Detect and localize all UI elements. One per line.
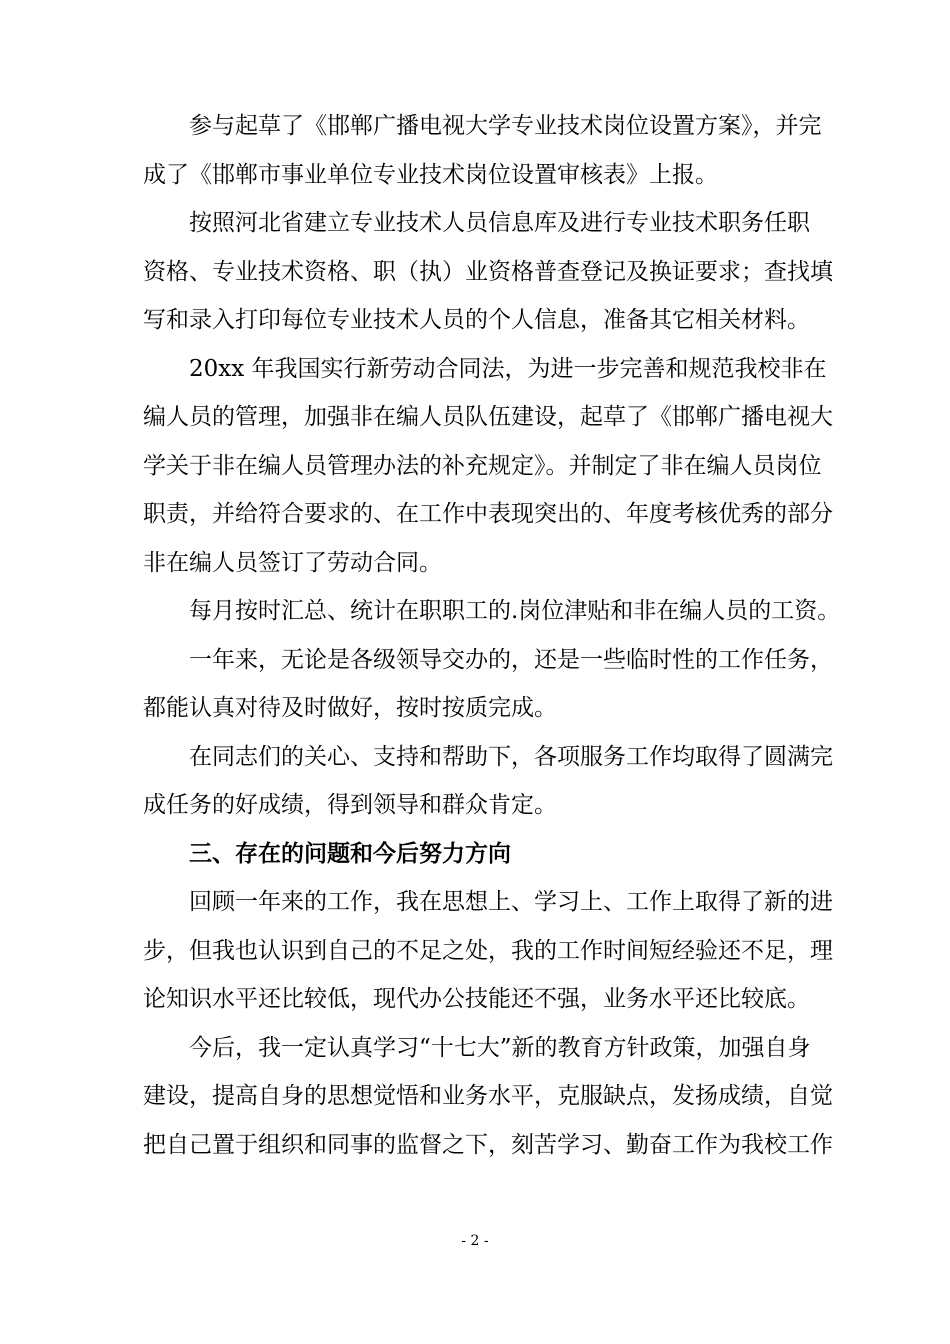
paragraph [143, 878, 833, 1024]
paragraph [143, 102, 822, 199]
page-number: - 2 - [461, 1233, 489, 1249]
paragraph-line: 资格、专业技术资格、职（执）业资格普查登记及换证要求；查找填 [143, 258, 833, 285]
paragraph-line: 把自己置于组织和同事的监督之下，刻苦学习、勤奋工作为我校工作 [143, 1131, 833, 1158]
paragraph [143, 345, 833, 588]
paragraph-line: 编人员的管理，加强非在编人员队伍建设，起草了《邯郸广播电视大 [143, 404, 833, 430]
paragraph-line: 回顾一年来的工作，我在思想上、学习上、工作上取得了新的进 [189, 889, 833, 915]
paragraph-line: 参与起草了《邯郸广播电视大学专业技术岗位设置方案》，并完 [189, 113, 822, 139]
paragraph [143, 636, 833, 733]
paragraph-line: 按照河北省建立专业技术人员信息库及进行专业技术职务任职 [189, 210, 810, 236]
paragraph-line: 学关于非在编人员管理办法的补充规定》。并制定了非在编人员岗位 [143, 452, 822, 479]
paragraph-line: 成了《邯郸市事业单位专业技术岗位设置审核表》上报。 [143, 161, 718, 188]
paragraph [143, 733, 833, 830]
section-heading: 三、存在的问题和今后努力方向 [189, 839, 511, 867]
paragraph-line: 非在编人员签订了劳动合同。 [143, 549, 442, 576]
paragraph-line: 职责，并给符合要求的、在工作中表现突出的、年度考核优秀的部分 [143, 501, 833, 527]
document-body [143, 102, 841, 1169]
paragraph-line: 在同志们的关心、支持和帮助下，各项服务工作均取得了圆满完 [189, 743, 833, 770]
paragraph-line: 20xx 年我国实行新劳动合同法，为进一步完善和规范我校非在 [189, 355, 827, 382]
paragraph [143, 199, 833, 345]
paragraph-line: 每月按时汇总、统计在职职工的.岗位津贴和非在编人员的工资。 [189, 598, 841, 624]
paragraph-line: 一年来，无论是各级领导交办的，还是一些临时性的工作任务， [189, 646, 833, 673]
paragraph-line: 建设，提高自身的思想觉悟和业务水平，克服缺点，发扬成绩，自觉 [143, 1083, 833, 1109]
paragraph-line: 写和录入打印每位专业技术人员的个人信息，准备其它相关材料。 [143, 307, 810, 333]
paragraph-line: 今后，我一定认真学习“十七大”新的教育方针政策，加强自身 [189, 1034, 811, 1061]
paragraph-line: 成任务的好成绩，得到领导和群众肯定。 [143, 792, 557, 818]
paragraph [143, 587, 841, 636]
paragraph-line: 论知识水平还比较低，现代办公技能还不强，业务水平还比较底。 [143, 986, 810, 1012]
paragraph-line: 都能认真对待及时做好，按时按质完成。 [143, 695, 557, 721]
paragraph-line: 步，但我也认识到自己的不足之处，我的工作时间短经验还不足，理 [143, 937, 833, 964]
paragraph [143, 1024, 833, 1170]
